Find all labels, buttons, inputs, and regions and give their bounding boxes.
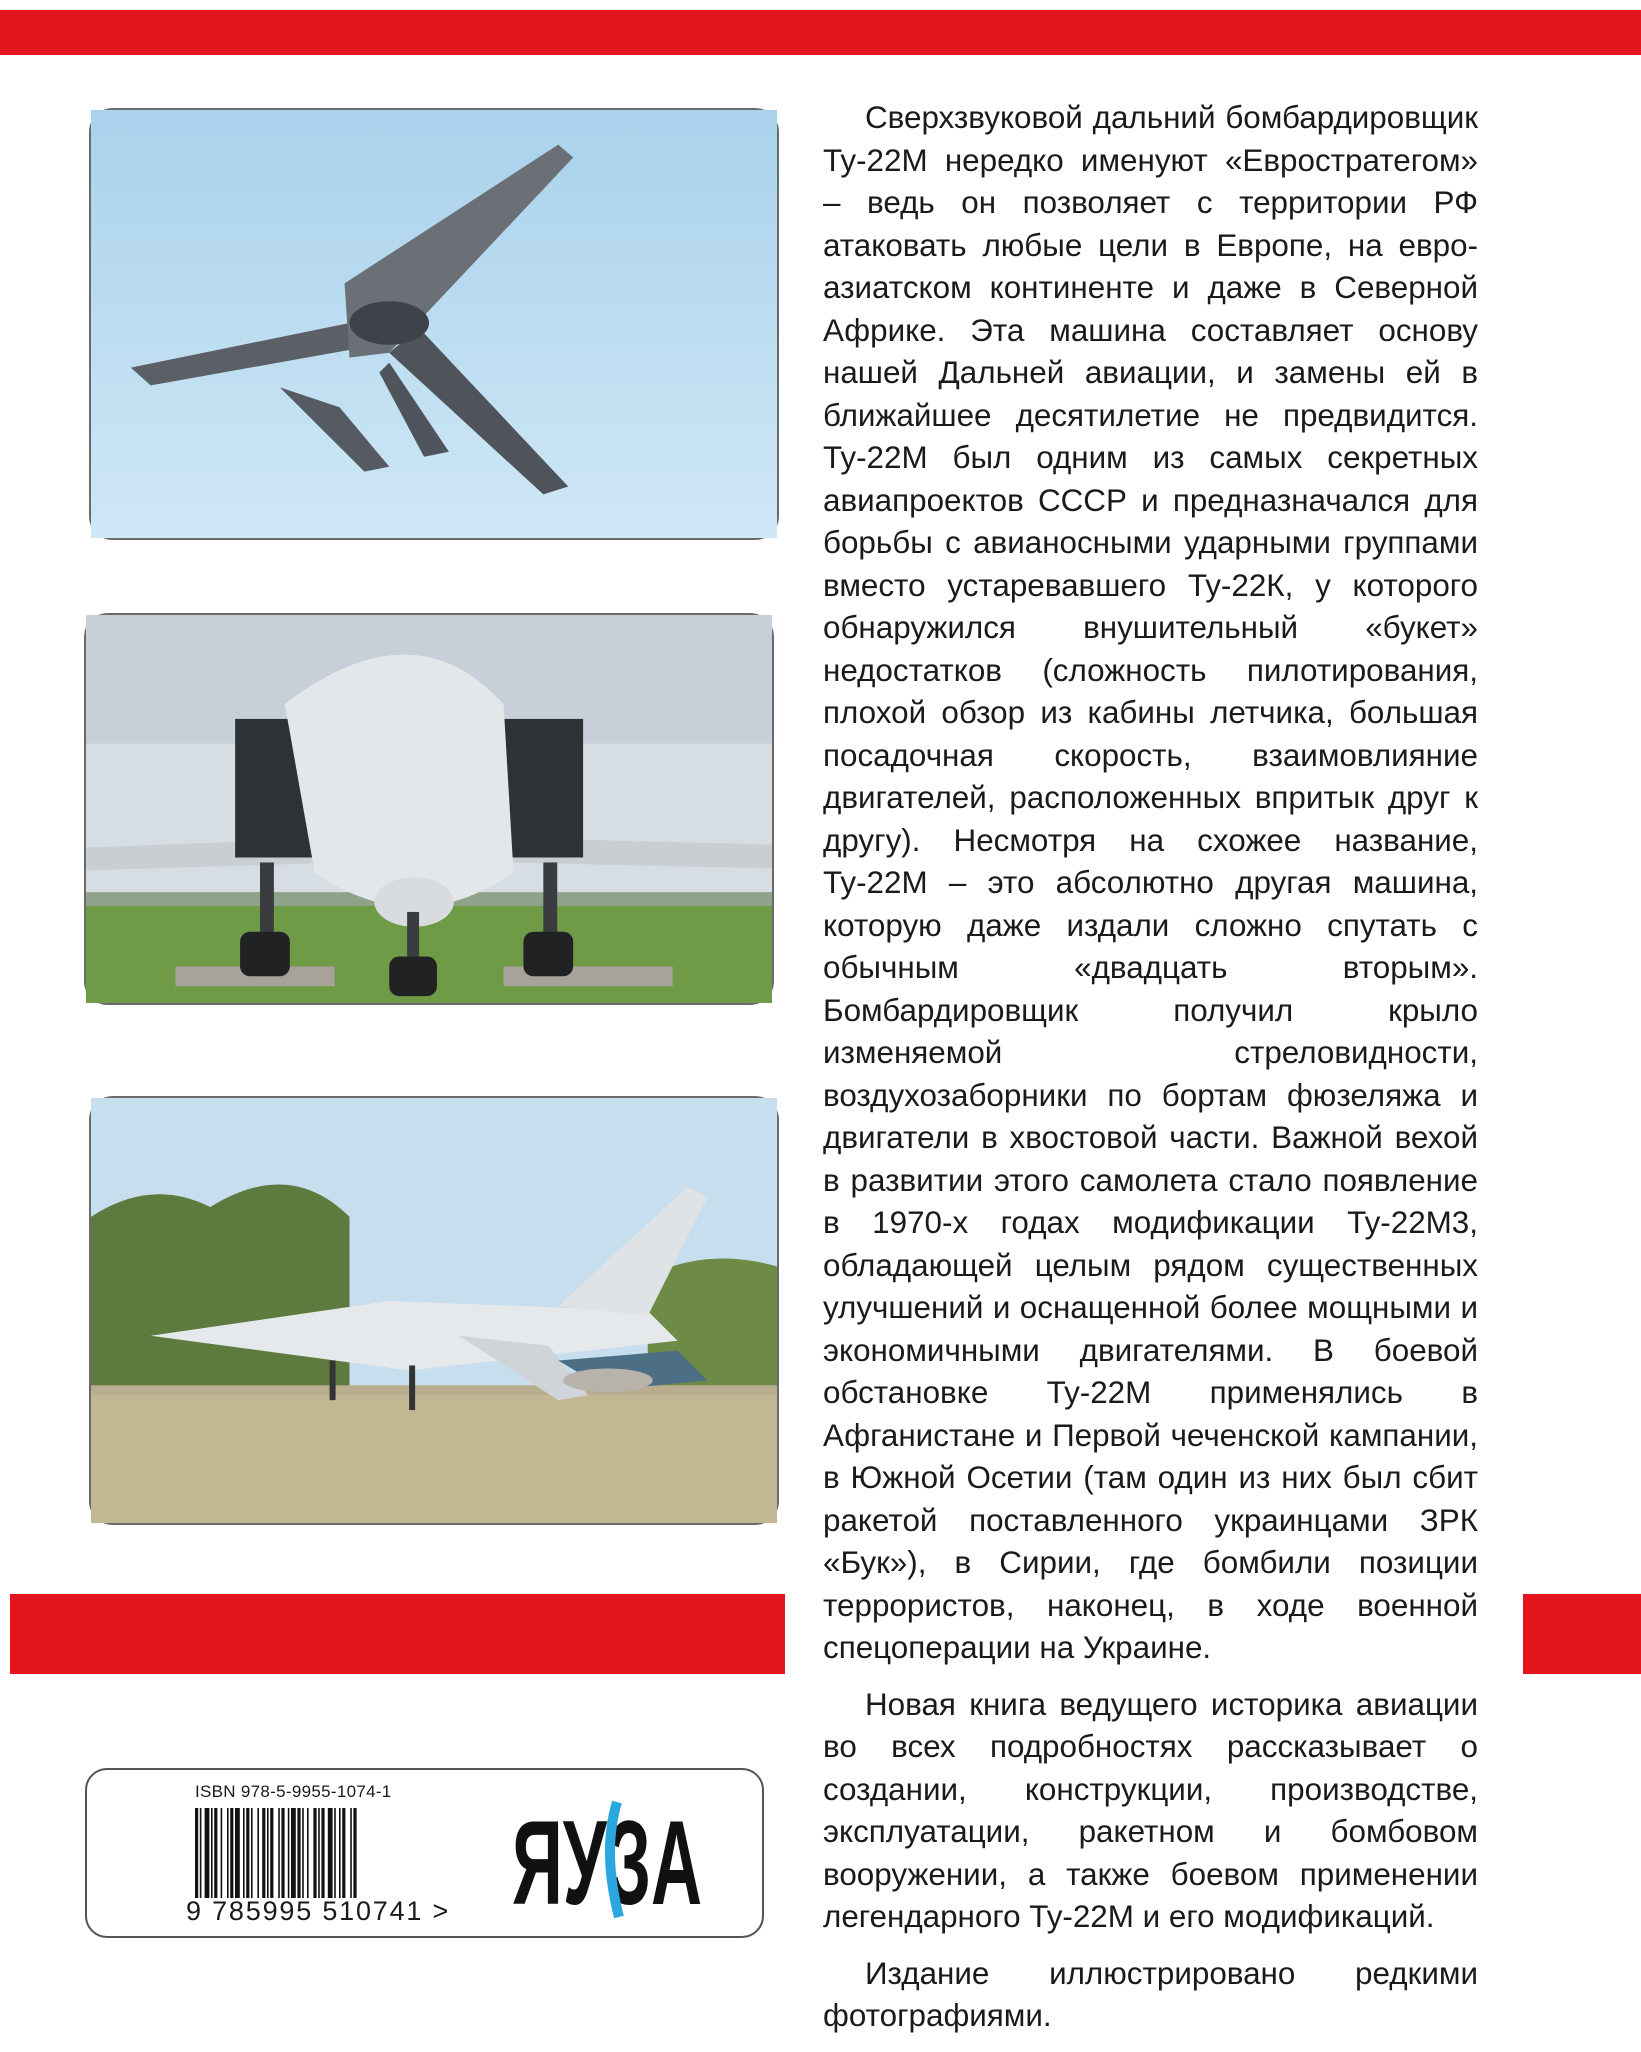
photo-bomber-front-view: [84, 613, 774, 1005]
photo-bomber-museum-side: [89, 1096, 779, 1525]
mid-red-band-left: [10, 1594, 785, 1674]
annotation-paragraph-2: Новая книга ведущего историка авиации во всех подробностях рассказывает о создании, конструкции, производстве, эксплуатации, ракетном и бомбовом вооружении, а также боевом применении легендарного Ту-22М и его модификаций.: [823, 1686, 1478, 1934]
annotation-text: [823, 97, 1478, 2052]
isbn-label: ISBN 978-5-9955-1074-1: [195, 1782, 392, 1801]
barcode-digits: 9 785995 510741 >: [186, 1896, 451, 1926]
barcode-panel: [85, 1768, 764, 1938]
top-red-band: [0, 10, 1641, 55]
mid-red-band-right: [1523, 1594, 1641, 1674]
publisher-logo-icon: [507, 1792, 707, 1930]
barcode-icon: [193, 1808, 493, 1898]
annotation-paragraph-1: Сверхзвуковой дальний бомбардировщик Ту-22М нередко именуют «Евростратегом» – ведь он позволяет с территории РФ атаковать любые цели в Европе, на евро-азиатском континенте и даже в Северной Африке. Эта машина составляет основу нашей Дальней авиации, и замены ей в ближайшее десятилетие не предвидится. Ту-22М был одним из самых секретных авиапроектов СССР и предназначался для борьбы с авианосными ударными группами вместо устаревавшего Ту-22К, у которого обнаружился внушительный «букет» недостатков (сложность пилотирования, плохой обзор из кабины летчика, большая посадочная скорость, взаимовлияние двигателей, расположенных впритык друг к другу). Несмотря на схожее название, Ту-22М – это абсолютно другая машина, которую даже издали сложно спутать с обычным «двадцать вторым». Бомбардировщик получил крыло изменяемой стреловидности, воздухозаборники по бортам фюзеляжа и двигатели в хвостовой части. Важной вехой в развитии этого самолета стало появление в 1970-х годах модификации Ту-22М3, обладающей целым рядом существенных улучшений и оснащенной более мощными и экономичными двигателями. В боевой обстановке Ту-22М применялись в Афганистане и Первой чеченской кампании, в Южной Осетии (там один из них был сбит ракетой поставленного украинцами ЗРК «Бук»), в Сирии, где бомбили позиции террористов, наконец, в ходе военной спецоперации на Украине.: [823, 100, 1478, 1665]
annotation-paragraph-3: Издание иллюстрировано редкими фотографиями.: [823, 1955, 1478, 2033]
publisher-logo-text: ЯУЗА: [512, 1796, 702, 1930]
photo-bomber-in-flight: [89, 108, 779, 540]
